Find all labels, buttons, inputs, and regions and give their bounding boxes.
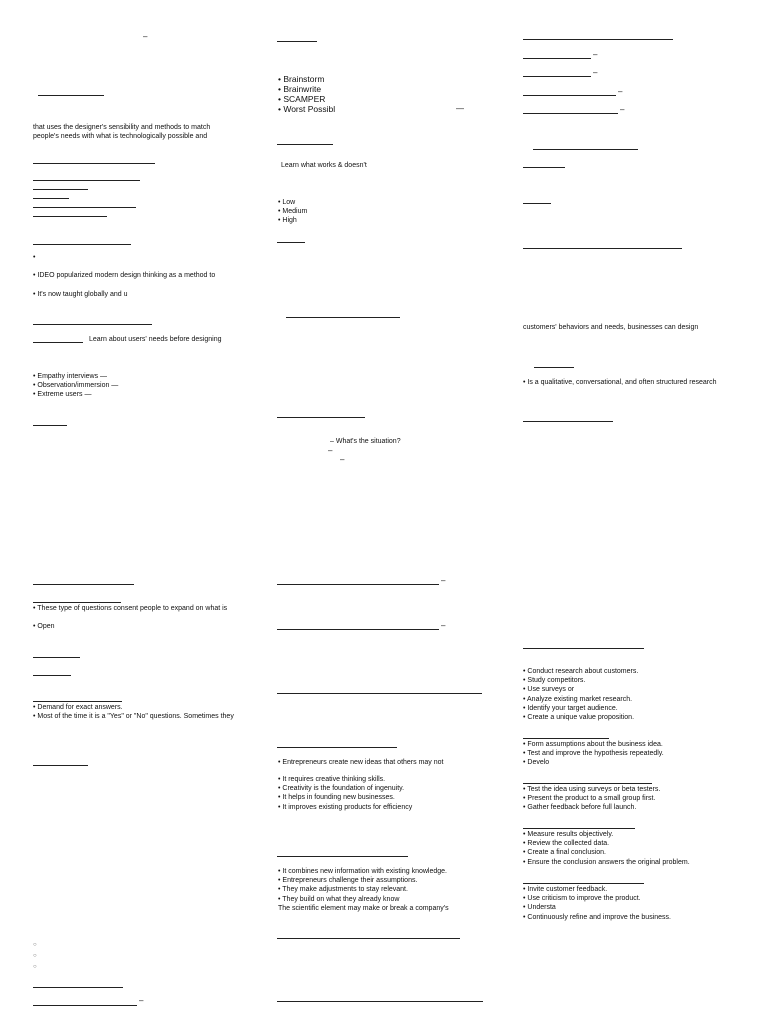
list-item: • Review the collected data. — [523, 840, 610, 848]
creativity-list — [278, 775, 412, 812]
list-item: • Form assumptions about the business idea. — [523, 741, 663, 748]
dash-mark: – — [340, 455, 345, 464]
blank-line — [277, 242, 305, 243]
list-item: • Low — [278, 199, 296, 206]
blank-line — [523, 828, 635, 829]
list-item: • Understa — [523, 904, 556, 912]
blank-line — [277, 747, 397, 748]
blank-line — [33, 163, 155, 164]
list-item: • Brainstorm — [278, 74, 325, 84]
blank-line — [277, 584, 439, 585]
intro-text-line-1: that uses the designer's sensibility and methods to match — [33, 124, 211, 131]
blank-line — [277, 938, 460, 939]
blank-line — [534, 367, 574, 368]
ideate-list — [278, 74, 335, 114]
dash-mark: — — [456, 104, 464, 113]
blank-line — [277, 417, 365, 418]
questions-bullet: • These type of questions consent people to expand on what is — [33, 605, 228, 612]
customers-text: customers' behaviors and needs, businesses can design — [523, 324, 699, 331]
list-item: • Conduct research about customers. — [523, 668, 639, 675]
blank-line — [33, 324, 152, 325]
list-item: • Entrepreneurs challenge their assumptions. — [278, 877, 418, 885]
blank-line — [523, 167, 565, 168]
list-item: • Study competitors. — [523, 677, 586, 685]
blank-line — [33, 425, 67, 426]
blank-line — [33, 584, 134, 585]
list-item: • Extreme users — — [33, 391, 92, 399]
blank-line — [523, 648, 644, 649]
science-list — [278, 867, 449, 913]
blank-line — [33, 180, 140, 181]
blank-line — [523, 76, 591, 77]
blank-line — [33, 1005, 137, 1006]
taught-bullet: • It's now taught globally and u — [33, 291, 128, 298]
blank-line — [523, 738, 609, 739]
list-item: • High — [278, 217, 297, 225]
blank-line — [277, 693, 482, 694]
ring-bullet: ○ — [33, 953, 37, 959]
dash-mark: – — [620, 105, 625, 114]
blank-line — [33, 216, 107, 217]
dash-mark: – — [593, 68, 598, 77]
analyze-list — [523, 830, 690, 867]
list-item: • It combines new information with existing knowledge. — [278, 868, 447, 875]
blank-line — [33, 765, 88, 766]
blank-line — [286, 317, 400, 318]
blank-line — [277, 629, 439, 630]
list-item: • Measure results objectively. — [523, 831, 614, 838]
test-list — [523, 785, 660, 813]
science-close: The scientific element may make or break a company's — [278, 904, 449, 912]
ring-bullet: ○ — [33, 964, 37, 970]
prototype-note: Learn what works & doesn't — [281, 162, 367, 169]
list-item: • SCAMPER — [278, 94, 326, 104]
situation-text: – What's the situation? — [330, 438, 401, 445]
blank-line — [33, 675, 71, 676]
blank-line — [277, 144, 333, 145]
blank-line — [523, 39, 673, 40]
list-item: • Create a unique value proposition. — [523, 714, 635, 722]
blank-line — [533, 149, 638, 150]
blank-line — [523, 883, 644, 884]
list-item: • Present the product to a small group first. — [523, 795, 656, 803]
blank-line — [277, 1001, 483, 1002]
dash-mark: – — [441, 621, 446, 630]
ring-bullet: ○ — [33, 942, 37, 948]
dash-mark: – — [328, 446, 333, 455]
blank-line — [33, 602, 121, 603]
creativity-bullet: • Entrepreneurs create new ideas that others may not — [278, 759, 444, 766]
closed-list — [33, 703, 234, 721]
hypothesis-list — [523, 740, 664, 768]
list-item: • Develo — [523, 759, 550, 767]
list-item: • It requires creative thinking skills. — [278, 776, 386, 783]
list-item: • Use criticism to improve the product. — [523, 895, 641, 903]
blank-line — [33, 189, 88, 190]
list-item: • Demand for exact answers. — [33, 704, 123, 711]
blank-line — [38, 95, 104, 96]
list-item: • Invite customer feedback. — [523, 886, 608, 893]
blank-line — [33, 657, 80, 658]
list-item: • Ensure the conclusion answers the original problem. — [523, 858, 690, 866]
list-item: • Use surveys or — [523, 686, 575, 694]
list-item: • Identify your target audience. — [523, 704, 618, 712]
feedback-list — [523, 885, 671, 922]
list-item: • Create a final conclusion. — [523, 849, 606, 857]
list-item: • It helps in founding new businesses. — [278, 794, 395, 802]
list-item: • Creativity is the foundation of ingenuity. — [278, 785, 405, 793]
blank-line — [277, 41, 317, 42]
list-item: • Brainwrite — [278, 84, 322, 94]
blank-line — [523, 113, 618, 114]
list-item: • Test and improve the hypothesis repeatedly. — [523, 750, 664, 758]
dash-mark: – — [593, 50, 598, 59]
blank-line — [33, 342, 83, 343]
dash-mark: – — [441, 576, 446, 585]
blank-line — [33, 987, 123, 988]
list-item: • Most of the time it is a "Yes" or "No" questions. Sometimes they — [33, 713, 234, 721]
list-item: • Observation/immersion — — [33, 382, 119, 390]
list-item: • It improves existing products for efficiency — [278, 803, 413, 811]
blank-line — [33, 207, 136, 208]
research-list — [523, 667, 638, 722]
list-item: • Test the idea using surveys or beta testers. — [523, 786, 661, 793]
fidelity-list — [278, 198, 307, 226]
blank-line — [33, 701, 122, 702]
qualitative-bullet: • Is a qualitative, conversational, and often structured research — [523, 379, 717, 386]
list-item: • Analyze existing market research. — [523, 695, 633, 703]
list-item: • They build on what they already know — [278, 895, 400, 903]
ideo-bullet: • IDEO popularized modern design thinking as a method to — [33, 272, 216, 279]
blank-line — [523, 58, 591, 59]
blank-line — [523, 248, 682, 249]
dash-mark: – — [618, 87, 623, 96]
dash-mark: – — [143, 32, 148, 41]
list-item: • Continuously refine and improve the business. — [523, 913, 671, 921]
blank-line — [523, 95, 616, 96]
blank-line — [33, 244, 131, 245]
list-item: • They make adjustments to stay relevant. — [278, 886, 408, 894]
open-bullet: • Open — [33, 623, 55, 630]
list-item: • Medium — [278, 208, 308, 216]
blank-line — [523, 421, 613, 422]
empathize-heading: Learn about users' needs before designing — [89, 336, 222, 343]
blank-line — [277, 856, 408, 857]
blank-line — [33, 198, 69, 199]
blank-line — [523, 203, 551, 204]
list-item: • Worst Possibl — [278, 104, 336, 114]
list-item: • Empathy interviews — — [33, 373, 108, 380]
dash-mark: – — [139, 996, 144, 1005]
methods-list — [33, 372, 118, 400]
bullet-empty: • — [33, 254, 36, 261]
blank-line — [523, 783, 652, 784]
intro-text-line-2: people's needs with what is technologically possible and — [33, 133, 208, 140]
list-item: • Gather feedback before full launch. — [523, 804, 637, 812]
